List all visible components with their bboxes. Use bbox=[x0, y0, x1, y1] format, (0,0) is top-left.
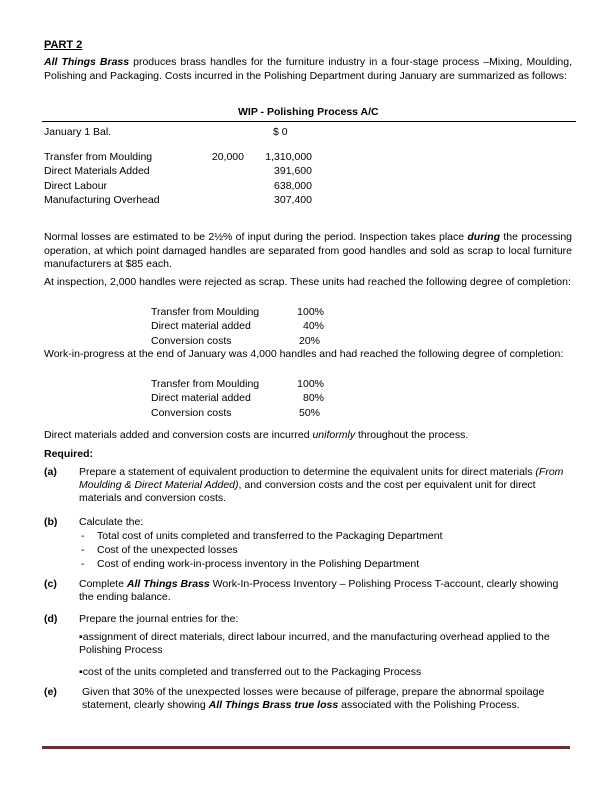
account-row-label: Direct Materials Added bbox=[44, 165, 150, 177]
uniform-paragraph bbox=[44, 429, 572, 443]
account-row-label: Manufacturing Overhead bbox=[44, 194, 160, 206]
requirement-c-part: Complete bbox=[79, 578, 127, 590]
requirement-d-bullet bbox=[79, 631, 572, 657]
requirement-d-bullet-text: assignment of direct materials, direct labour incurred, and the manufacturing overhead applied to the Polishing Process bbox=[79, 631, 550, 656]
account-row-label: Direct Labour bbox=[44, 180, 108, 192]
scrap-completion-value: 100% bbox=[297, 306, 324, 318]
required-heading: Required: bbox=[44, 448, 94, 460]
account-divider bbox=[42, 121, 576, 122]
scrap-completion-label: Transfer from Moulding bbox=[151, 306, 260, 318]
requirement-b-item: Cost of ending work-in-process inventory in the Polishing Department bbox=[97, 558, 420, 570]
dash-bullet: - bbox=[81, 558, 85, 570]
opening-balance-label: January 1 Bal. bbox=[44, 126, 112, 138]
intro-paragraph bbox=[44, 56, 572, 83]
account-row-amount: 307,400 bbox=[274, 194, 312, 206]
footer-rule bbox=[42, 746, 570, 749]
square-bullet-icon: ▪ bbox=[79, 631, 83, 643]
dash-bullet: - bbox=[81, 530, 85, 542]
wip-completion-value: 100% bbox=[297, 378, 324, 390]
square-bullet-icon: ▪ bbox=[79, 666, 83, 678]
account-row-amount: 638,000 bbox=[274, 180, 312, 192]
requirement-b-item: Total cost of units completed and transferred to the Packaging Department bbox=[97, 530, 443, 542]
uniform-text-cont: throughout the process. bbox=[355, 429, 469, 441]
dash-bullet: - bbox=[81, 544, 85, 556]
requirement-d-label: (d) bbox=[44, 613, 58, 625]
requirement-c-part-cont: Work-In-Process Inventory – Polishing Process T-account, clearly showing the ending balance. bbox=[79, 578, 559, 603]
account-row-amount: 391,600 bbox=[274, 165, 312, 177]
requirement-c-label: (c) bbox=[44, 578, 57, 590]
scrap-completion-value: 40% bbox=[302, 320, 324, 332]
requirement-a-text bbox=[79, 466, 572, 505]
wip-paragraph: Work-in-progress at the end of January was 4,000 handles and had reached the following degree of completion: bbox=[44, 348, 564, 360]
account-row-units: 20,000 bbox=[211, 151, 244, 163]
requirement-e-text bbox=[82, 686, 572, 712]
inspection-paragraph: At inspection, 2,000 handles were rejected as scrap. These units had reached the following degree of completion: bbox=[44, 276, 571, 288]
normal-losses-emphasis: during bbox=[467, 231, 501, 243]
requirement-d-bullet-text: cost of the units completed and transferred out to the Packaging Process bbox=[82, 666, 422, 678]
scrap-completion-label: Conversion costs bbox=[151, 335, 232, 347]
requirement-a-part-cont: , and conversion costs and the cost per equivalent unit for direct materials and conversion costs. bbox=[79, 479, 536, 504]
scrap-completion-value: 20% bbox=[298, 335, 320, 347]
requirement-b-intro: Calculate the: bbox=[79, 516, 144, 528]
requirement-c-text bbox=[79, 578, 572, 604]
scrap-completion-label: Direct material added bbox=[151, 320, 251, 332]
company-name: All Things Brass bbox=[44, 56, 130, 68]
normal-losses-text: Normal losses are estimated to be 2½% of input during the period. Inspection takes place bbox=[44, 231, 468, 243]
uniform-text: Direct materials added and conversion costs are incurred bbox=[44, 429, 313, 441]
requirement-a-label: (a) bbox=[44, 466, 57, 478]
wip-completion-value: 50% bbox=[298, 407, 320, 419]
requirement-d-intro: Prepare the journal entries for the: bbox=[79, 613, 239, 625]
normal-losses-paragraph bbox=[44, 231, 572, 272]
wip-completion-value: 80% bbox=[302, 392, 324, 404]
requirement-e-part: Given that 30% of the unexpected losses were because of pilferage, prepare the abnormal spoilage statement, clearly showing bbox=[82, 686, 545, 711]
opening-balance-value: $ 0 bbox=[273, 126, 288, 138]
uniform-emphasis: uniformly bbox=[312, 429, 356, 441]
requirement-b-item: Cost of the unexpected losses bbox=[97, 544, 238, 556]
intro-text: produces brass handles for the furniture industry in a four-stage process –Mixing, Moulding, Polishing and Packaging. Costs incurred in the Polishing Department during January are summarized as follows: bbox=[44, 56, 572, 82]
requirement-e-label: (e) bbox=[44, 686, 57, 698]
requirement-b-label: (b) bbox=[44, 516, 58, 528]
normal-losses-text-cont: the processing operation, at which point damaged handles are separated from good handles and sold as scrap to local furniture manufacturers at $85 each. bbox=[44, 231, 573, 270]
requirement-a-part: Prepare a statement of equivalent production to determine the equivalent units for direct materials bbox=[79, 466, 536, 478]
requirement-d-bullet bbox=[79, 666, 421, 678]
requirement-c-company: All Things Brass bbox=[126, 578, 210, 590]
wip-completion-label: Direct material added bbox=[151, 392, 251, 404]
account-row-label: Transfer from Moulding bbox=[44, 151, 153, 163]
requirement-e-part-cont: associated with the Polishing Process. bbox=[338, 699, 520, 711]
wip-completion-label: Conversion costs bbox=[151, 407, 232, 419]
requirement-e-bold: All Things Brass true loss bbox=[208, 699, 339, 711]
part-title: PART 2 bbox=[44, 39, 83, 51]
account-title: WIP - Polishing Process A/C bbox=[238, 106, 379, 118]
account-row-amount: 1,310,000 bbox=[265, 151, 312, 163]
wip-completion-label: Transfer from Moulding bbox=[151, 378, 260, 390]
requirement-a-italic: (From Moulding & Direct Material Added) bbox=[79, 466, 564, 491]
